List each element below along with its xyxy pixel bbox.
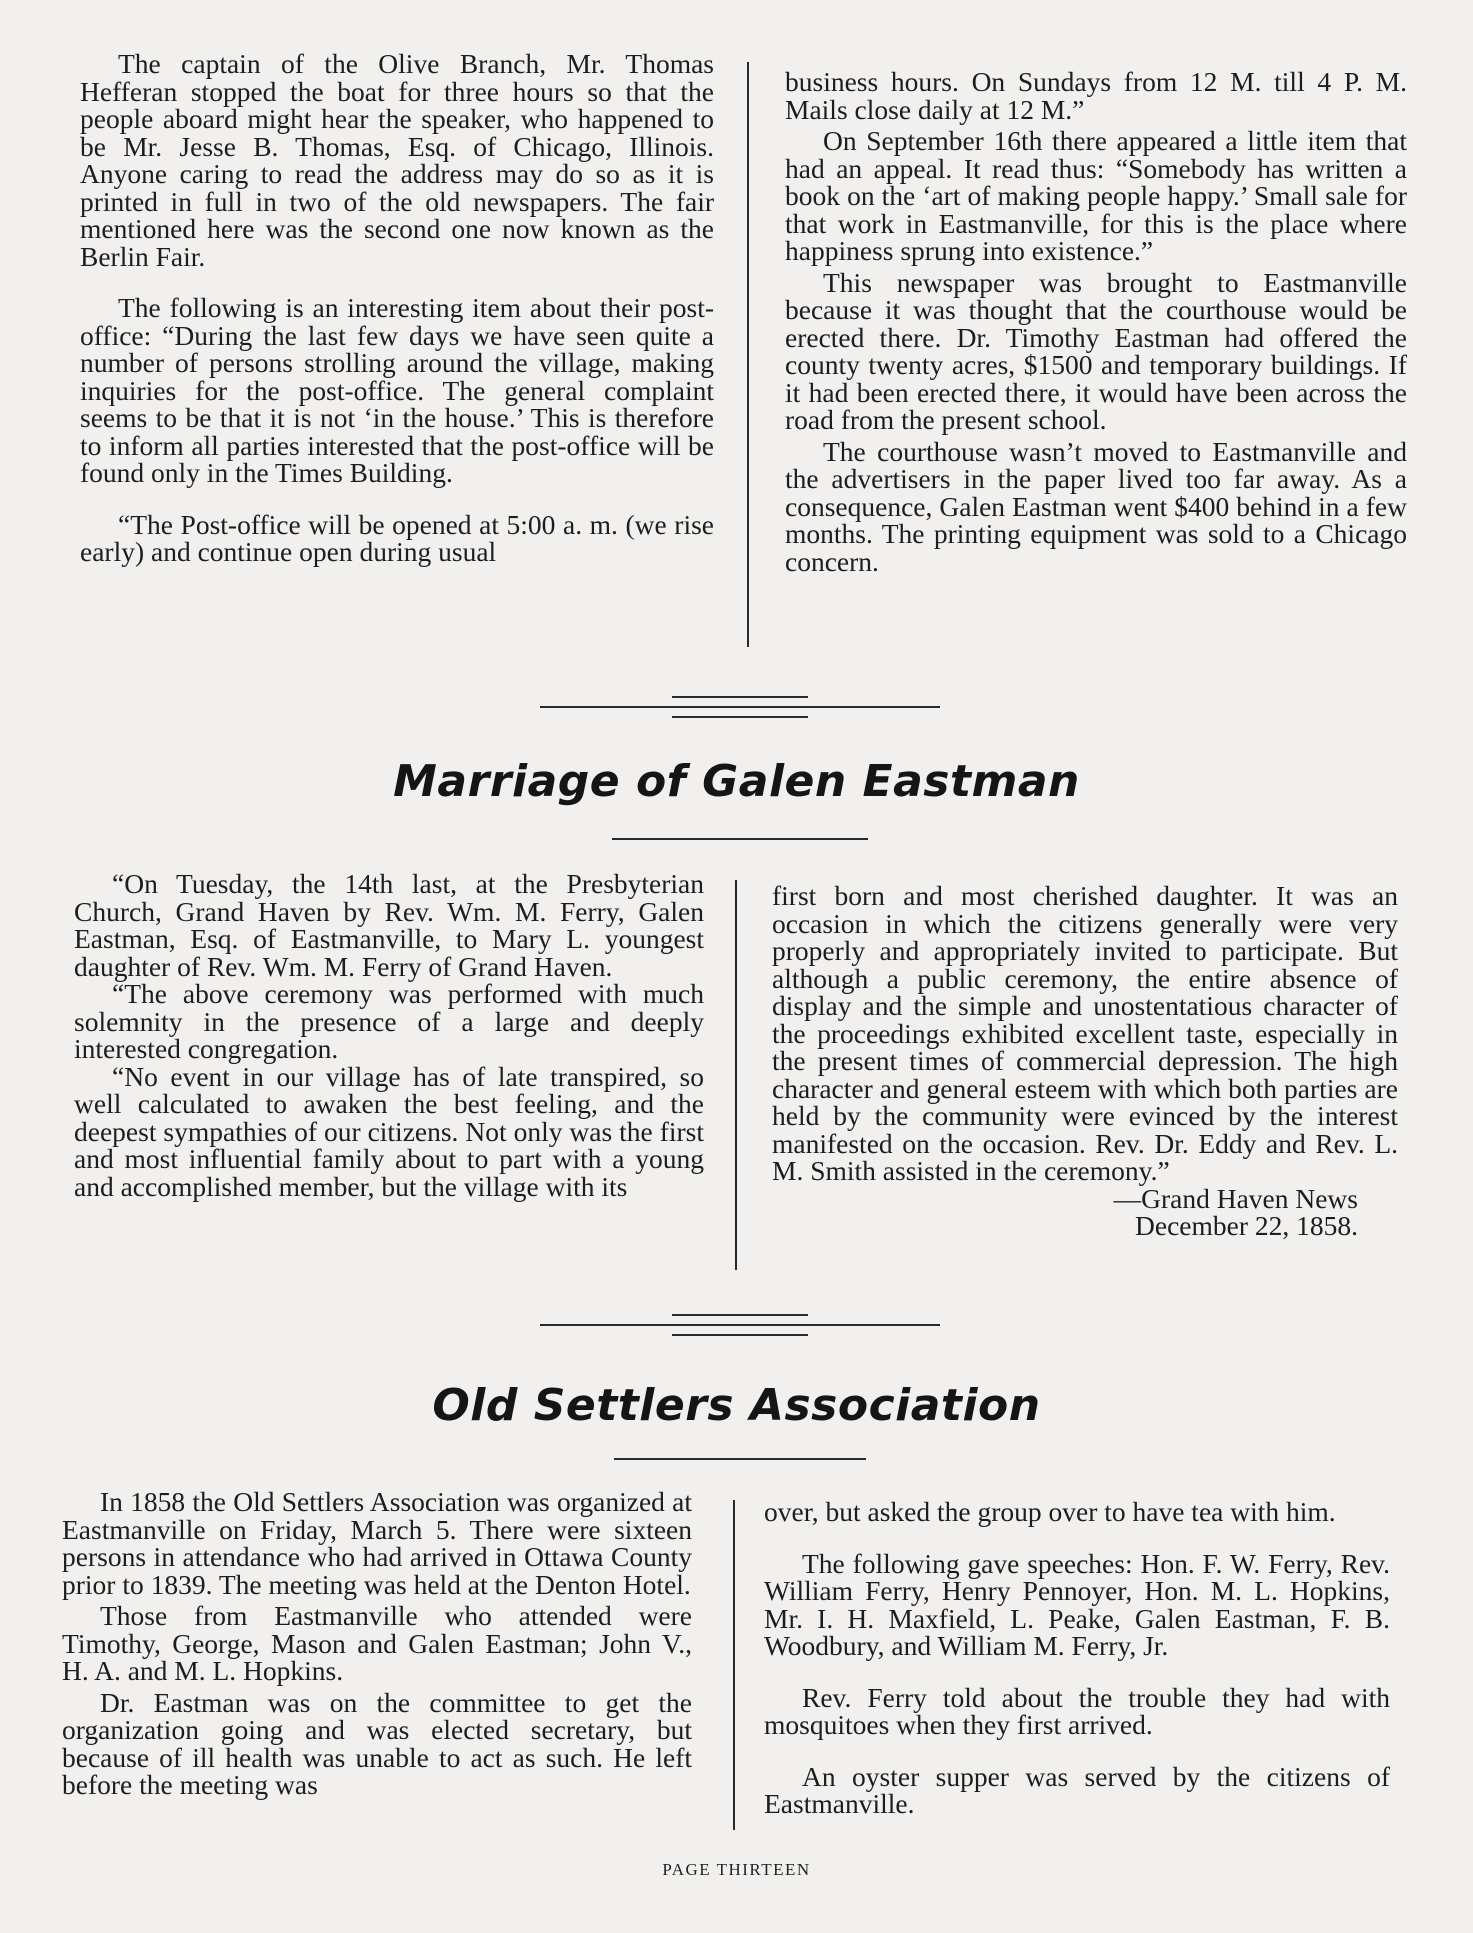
- source-date: December 22, 1858.: [1135, 1210, 1358, 1241]
- settlers-left-column: [62, 1488, 692, 1799]
- paragraph: “The above ceremony was performed with much solemnity in the presence of a large and deeply interested congregation.: [74, 978, 704, 1064]
- top-left-column: [80, 50, 714, 566]
- title-underline: [614, 1458, 866, 1460]
- paragraph: The following gave speeches: Hon. F. W. Ferry, Rev. William Ferry, Henry Pennoyer, Hon. M. L. Hopkins, Mr. I. H. Maxfield, L. Peake, Galen Eastman, F. B. Woodbury, and William M. Ferry, Jr.: [764, 1547, 1390, 1661]
- paragraph: The following is an interesting item about their post-office: “During the last few days we have seen quite a number of persons strolling around the village, making inquiries for the post-office. The general complaint seems to be that it is not ‘in the house.’ This is therefore to inform all parties interested that the post-office will be found only in the Times Building.: [80, 292, 714, 488]
- column-divider: [735, 880, 737, 1270]
- paragraph: over, but asked the group over to have tea with him.: [764, 1496, 1336, 1527]
- paragraph: The courthouse wasn’t moved to Eastmanville and the advertisers in the paper lived too far away. As a consequence, Galen Eastman went $400 behind in a few months. The printing equipment was sold to a Chicago concern.: [785, 435, 1407, 577]
- paragraph: On September 16th there appeared a little item that had an appeal. It read thus: “Somebody has written a book on the ‘art of making people happy.’ Small sale for that work in Eastmanville, for this is the place where happiness sprung into existence.”: [785, 125, 1407, 266]
- settlers-right-column: [764, 1498, 1390, 1818]
- paragraph: Dr. Eastman was on the committee to get the organization going and was elected secretary, but because of ill health was unable to act as such. He left before the meeting was: [62, 1686, 692, 1800]
- title-underline: [612, 838, 868, 840]
- paragraph: “No event in our village has of late transpired, so well calculated to awaken the best feeling, and the deepest sympathies of our citizens. Not only was the first and most influential family about to part with a young and accomplished member, but the village with its: [74, 1060, 704, 1202]
- source-attribution: —Grand Haven News: [1113, 1182, 1358, 1214]
- paragraph: The captain of the Olive Branch, Mr. Thomas Hefferan stopped the boat for three hours so that the people aboard might hear the speaker, who happened to be Mr. Jesse B. Thomas, Esq. of Chicago, Illinois. Anyone caring to read the address may do so as it is printed in full in two of the old newspapers. The fair mentioned here was the second one now known as the Berlin Fair.: [80, 48, 714, 272]
- paragraph: In 1858 the Old Settlers Association was organized at Eastmanville on Friday, March 5. There were sixteen persons in attendance who had arrived in Ottawa County prior to 1839. The meeting was held at the Denton Hotel.: [62, 1486, 692, 1600]
- column-divider: [747, 62, 749, 647]
- paragraph: Rev. Ferry told about the trouble they had with mosquitoes when they first arrived.: [764, 1681, 1390, 1740]
- paragraph: “The Post-office will be opened at 5:00 a. m. (we rise early) and continue open during usual: [80, 508, 714, 567]
- paragraph: business hours. On Sundays from 12 M. till 4 P. M. Mails close daily at 12 M.”: [785, 66, 1407, 125]
- section-title-settlers: Old Settlers Association: [432, 1380, 1041, 1431]
- paragraph: “On Tuesday, the 14th last, at the Presbyterian Church, Grand Haven by Rev. Wm. M. Ferry, Galen Eastman, Esq. of Eastmanville, to Mary L. youngest daughter of Rev. Wm. M. Ferry of Grand Haven.: [74, 868, 704, 982]
- paragraph: An oyster supper was served by the citizens of Eastmanville.: [764, 1760, 1390, 1819]
- paragraph: Those from Eastmanville who attended were Timothy, George, Mason and Galen Eastman; John V., H. A. and M. L. Hopkins.: [62, 1600, 692, 1686]
- section-title-marriage: Marriage of Galen Eastman: [393, 756, 1080, 807]
- paragraph: first born and most cherished daughter. It was an occasion in which the citizens generally were very properly and appropriately invited to participate. But although a public ceremony, the entire absence of display and the simple and unostentatious character of the proceedings exhibited excellent taste, especially in the present times of commercial depression. The high character and general esteem with which both parties are held by the community were evinced by the interest manifested on the occasion. Rev. Dr. Eddy and Rev. L. M. Smith assisted in the ceremony.”: [772, 880, 1398, 1186]
- paragraph: This newspaper was brought to Eastmanville because it was thought that the courthouse would be erected there. Dr. Timothy Eastman had offered the county twenty acres, $1500 and temporary buildings. If it had been erected there, it would have been across the road from the present school.: [785, 266, 1407, 435]
- top-right-column: [785, 68, 1407, 575]
- marriage-left-column: [74, 870, 704, 1200]
- marriage-right-column: [772, 882, 1398, 1240]
- page-number-footer: PAGE THIRTEEN: [662, 1860, 811, 1879]
- column-divider: [733, 1500, 735, 1830]
